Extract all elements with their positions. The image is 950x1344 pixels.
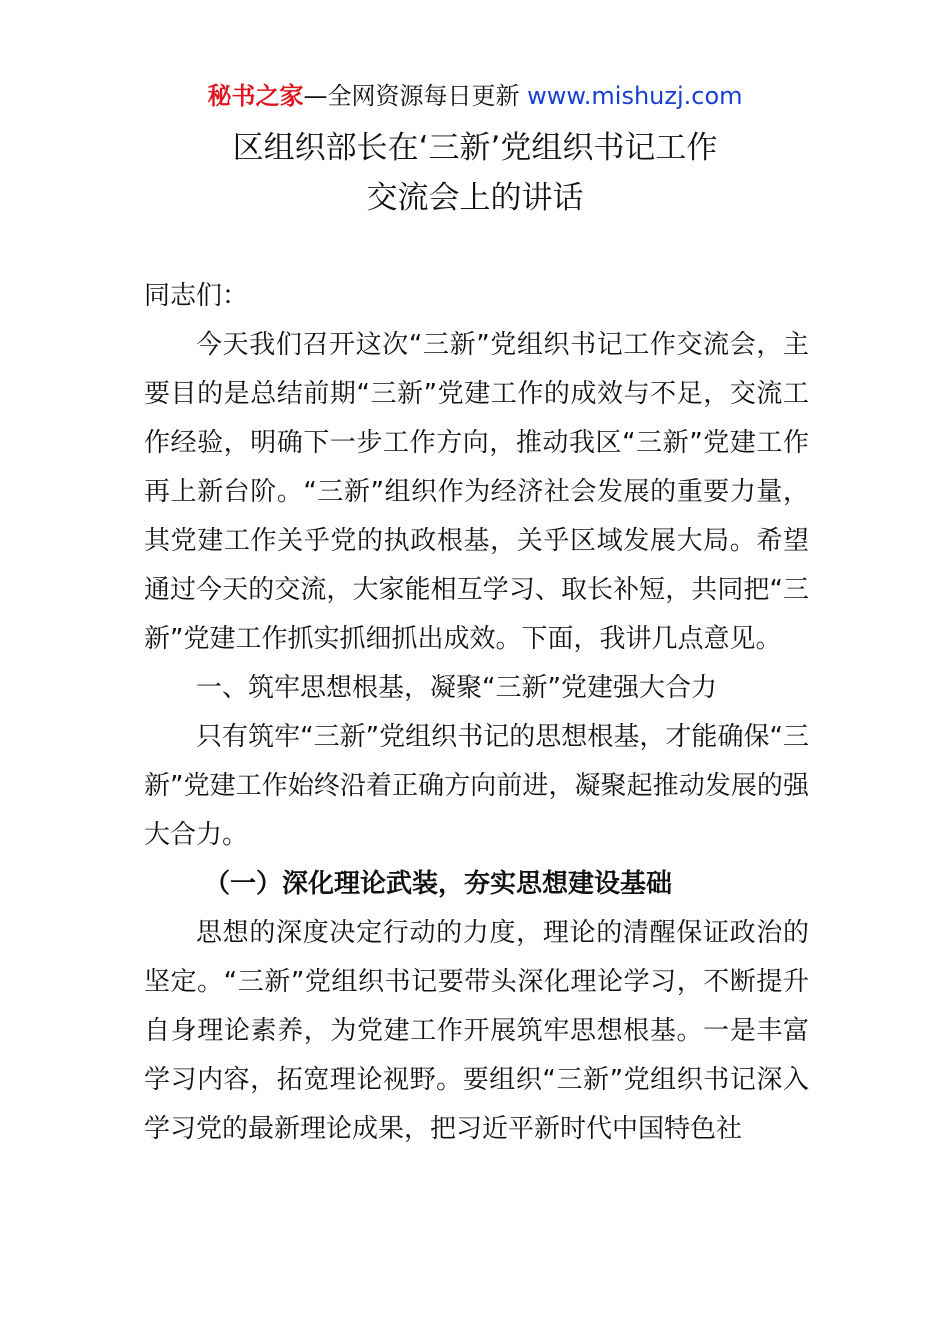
paragraph-subsection-1: 思想的深度决定行动的力度，理论的清醒保证政治的坚定。“三新”党组织书记要带头深化理论学习，不断提升自身理论素养，为党建工作开展筑牢思想根基。一是丰富学习内容，拓宽理论视野。要组织“三新”党组织书记深入学习党的最新理论成果，把习近平新时代中国特色社 bbox=[144, 918, 809, 1144]
section-heading-1: 一、筑牢思想根基，凝聚“三新”党建强大合力 bbox=[196, 673, 717, 703]
document-title-line2: 交流会上的讲话 bbox=[366, 180, 584, 216]
document-body bbox=[144, 272, 809, 1154]
subsection-heading-1: （一）深化理论武装，夯实思想建设基础 bbox=[204, 869, 673, 899]
site-header bbox=[0, 80, 950, 112]
greeting: 同志们： bbox=[144, 281, 249, 311]
site-tagline: —全网资源每日更新 bbox=[303, 82, 520, 110]
brand-name: 秘书之家 bbox=[207, 82, 304, 110]
paragraph-section-1: 只有筑牢“三新”党组织书记的思想根基，才能确保“三新”党建工作始终沿着正确方向前进，凝聚起推动发展的强大合力。 bbox=[144, 722, 809, 850]
site-url[interactable]: www.mishuzj.com bbox=[527, 82, 743, 110]
document-title-line1: 区组织部长在‘三新’党组织书记工作 bbox=[232, 130, 718, 166]
paragraph-intro: 今天我们召开这次“三新”党组织书记工作交流会，主要目的是总结前期“三新”党建工作的成效与不足，交流工作经验，明确下一步工作方向，推动我区“三新”党建工作再上新台阶。“三新”组织作为经济社会发展的重要力量，其党建工作关乎党的执政根基，关乎区域发展大局。希望通过今天的交流，大家能相互学习、取长补短，共同把“三新”党建工作抓实抓细抓出成效。下面，我讲几点意见。 bbox=[144, 330, 809, 654]
